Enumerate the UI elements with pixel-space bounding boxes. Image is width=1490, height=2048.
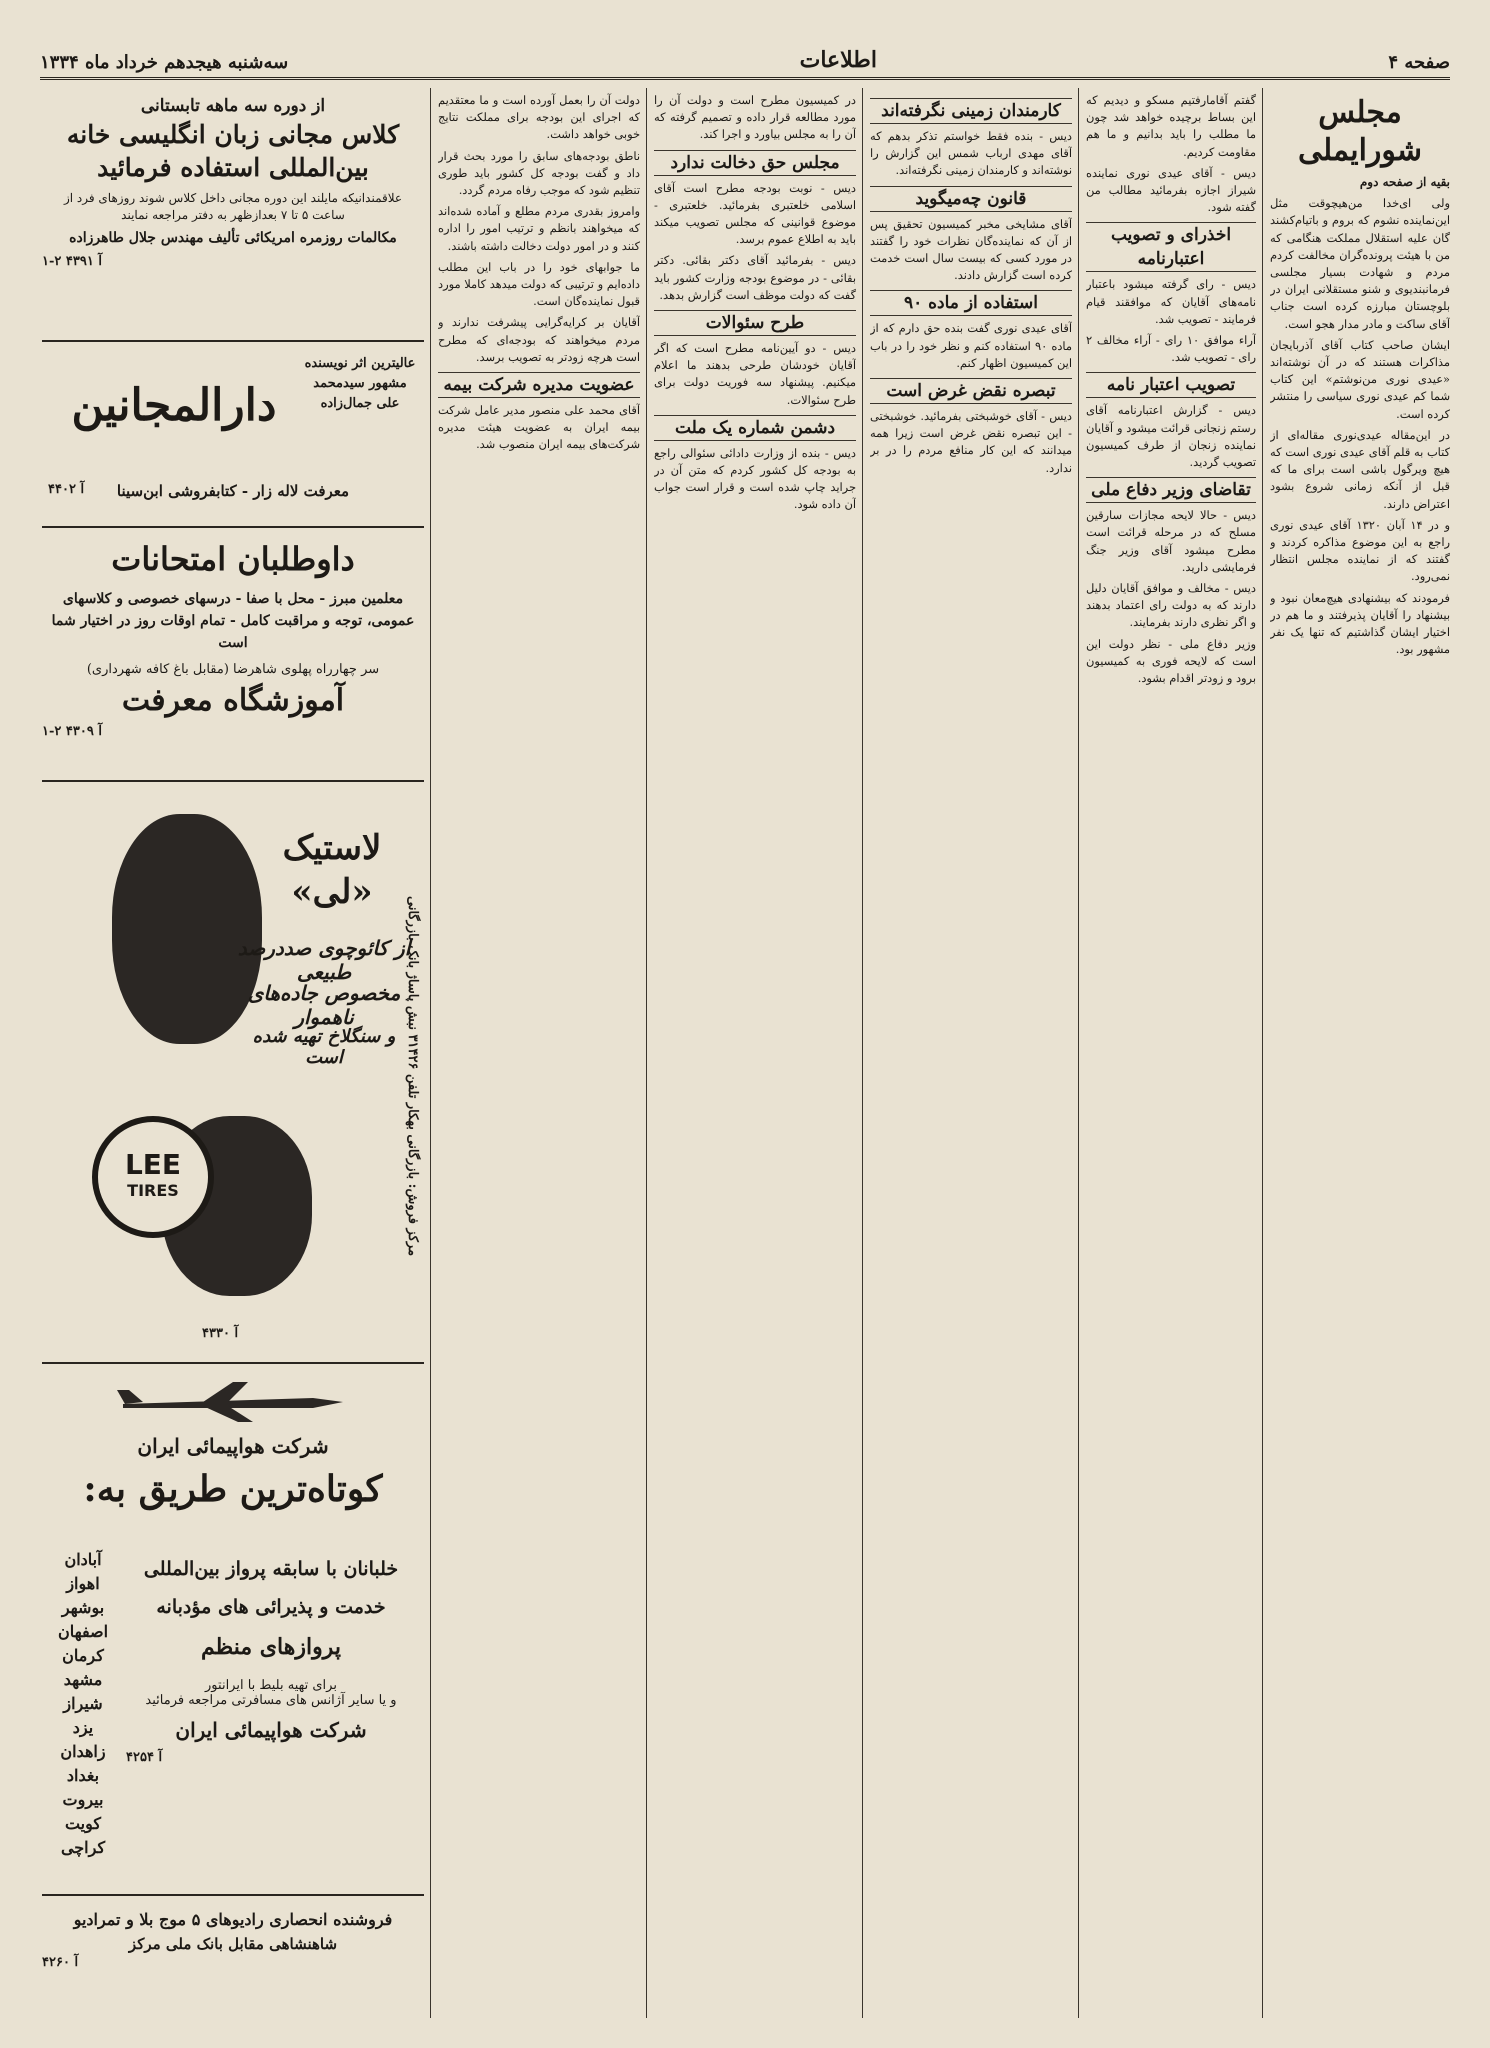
paragraph: فرمودند که بیشنهادی هیچ‌معان نبود و بیشنهاد را آقایان پذیرفتند و ما هم در اختیار ایشان گذاشتیم که تنها یک نفر مشهور بود. <box>1270 590 1450 657</box>
section-heading: قانون چه‌میگوید <box>870 186 1072 212</box>
paragraph: آراء موافق ۱۰ رای - آراء مخالف ۲ رای - تصویب شد. <box>1086 333 1256 365</box>
ad-text: شاهنشاهی مقابل بانک ملی مرکز <box>128 1935 338 1953</box>
ad-english-class <box>42 92 424 342</box>
ad-tagline: و سنگلاخ تهیه شده است <box>252 1026 396 1068</box>
paragraph: ایشان صاحب کتاب آقای آذربایجان مذاکرات هستند که در آن نوشته‌اند «عیدی نوری من‌نوشتم» این کتاب شما کم عیدی نوری سیاسی را منتشر کرده است. <box>1270 337 1450 421</box>
paragraph: وزیر دفاع ملی - نظر دولت این است که لایحه فوری به کمیسیون برود و زودتر اقدام بشود. <box>1086 636 1256 686</box>
paragraph: دیس - آقای خوشبختی بفرمائید. خوشبختی - این تبصره نقض غرض است زیرا همه میدانند که این کار منافع مردم را در بر ندارد. <box>870 409 1072 475</box>
ad-feature: خدمت و پذیرائی های مؤدبانه <box>156 1596 386 1618</box>
airplane-icon <box>113 1378 353 1424</box>
article-majlis-cont <box>1086 92 1256 2028</box>
paragraph: وامروز بقدری مردم مطلع و آماده شده‌اند که میخواهند بانظم و ترتیب امور را اداره کنند و در امور دولت دخالت داشته باشند. <box>438 204 640 253</box>
ad-code: آ ۴۲۵۴ <box>126 1750 163 1765</box>
paragraph: دولت آن را بعمل آورده است و ما معتقدیم که اجرای این بودجه برای مملکت نتایج خوبی خواهد داشت. <box>438 93 640 142</box>
ad-text: فروشنده انحصاری رادیوهای ۵ موج بلا و تمرادیو <box>73 1910 393 1929</box>
paragraph: دیس - مخالف و موافق آقایان دلیل دارند که به دولت رای اعتماد بدهند و اگر نظری دارند بفرمایند. <box>1086 581 1256 630</box>
paragraph: ما جوابهای خود را در باب این مطلب داده‌ایم و ترتیبی که دولت میدهد کاملا مورد قبول نماینده‌گان است. <box>438 259 640 309</box>
section-heading: اخذرای و تصویب اعتبارنامه <box>1086 222 1256 272</box>
section-heading: کارمندان زمینی نگرفته‌اند <box>870 98 1072 124</box>
city-item: کویت <box>64 1814 102 1833</box>
column-divider <box>862 88 863 2018</box>
section-heading: تبصره نقض غرض است <box>870 378 1072 404</box>
paragraph: آقایان بر کرایه‌گرایی پیشرفت ندارند و مردم میخواهند که بودجه‌ای که مطرح است هرچه زودتر به تصویب برسد. <box>438 315 640 364</box>
ad-code: آ ۴۲۶۰ <box>42 1955 79 1970</box>
city-item: بیروت <box>62 1790 104 1809</box>
column-divider <box>1262 88 1263 2018</box>
paragraph: دیس - بنده از وزارت دادائی سئوالی راجع به بودجه کل کشور کردم که متن آن در جراید چاپ شده است و قرار است جواب آن داده شود. <box>654 445 856 512</box>
paragraph: دیس - نوبت بودجه مطرح است آقای اسلامی خلعتبری بفرمائید. خلعتبری - موضوع قوانینی که مجلس تصویب میکند باید به اطلاع عموم برسد. <box>654 180 856 247</box>
section-heading: تقاضای وزیر دفاع ملی <box>1086 477 1256 503</box>
column-divider <box>1078 88 1079 2018</box>
ad-company-name: شرکت هواپیمائی ایران <box>175 1718 367 1742</box>
ad-side-text: عالیترین اثر نویسنده مشهور سیدمحمد علی جمال‌زاده <box>304 356 416 411</box>
lee-logo-subtext: TIRES <box>127 1181 179 1200</box>
paragraph: در کمیسیون مطرح است و دولت آن را مورد مطالعه قرار داده و تصمیم گرفته که آن را به مجلس بیاورد و اجرا کند. <box>654 93 856 142</box>
ad-text: و یا سایر آژانس های مسافرتی مراجعه فرمائید <box>145 1693 397 1708</box>
city-item: کراچی <box>60 1838 106 1857</box>
ad-subtitle: معرفت لاله زار - کتابفروشی ابن‌سینا <box>116 482 350 500</box>
paragraph: ولی ای‌خدا من‌هیچوقت مثل این‌نماینده نشوم که بروم و باتیام‌کشند گان علیه استقلال مملکت هنگامی که من با هیئت پرونده‌گران مخالفت کردم مردم و شهادت بسیار مجلسی فرمانبندیوی و شنو مستقلانی ایران در بلوچستان مبارزه کرده است جناب آقای ساکت و مادر مدار هجو است. <box>1270 196 1450 331</box>
paragraph: و در ۱۴ آبان ۱۳۲۰ آقای عیدی نوری راجع به این موضوع مذاکره کردند و گفتند که از نماینده مجلس انتظار نمی‌رود. <box>1270 517 1450 584</box>
article-headline: مجلس شورایملی <box>1297 95 1423 168</box>
section-heading: مجلس حق دخالت ندارد <box>654 150 856 176</box>
article-continued: بقیه از صفحه دوم <box>1359 175 1450 189</box>
ad-code: آ ۴۳۰۹ ۲-۱ <box>42 724 102 739</box>
ad-headline: کلاس مجانی زبان انگلیسی خانه <box>66 120 400 149</box>
lee-logo-text: LEE <box>124 1148 182 1181</box>
city-item: یزد <box>72 1718 94 1737</box>
ad-lee-tires <box>42 786 424 1364</box>
issue-date: سه‌شنبه هیجدهم خرداد ماه ۱۳۳۴ <box>40 52 289 73</box>
paragraph: آقای محمد علی منصور مدیر عامل شرکت بیمه ایران به عضویت هیئت مدیره شرکت‌های بیمه ایران منصوب شد. <box>438 403 640 452</box>
paragraph: دیس - آقای عیدی نوری نماینده شیراز اجازه بفرمائید مطالب من گفته شود. <box>1086 165 1256 215</box>
ad-text: علاقمندانیکه مایلند این دوره مجانی داخل کلاس شوند روزهای فرد از ساعت ۵ تا ۷ بعدازظهر به دفتر مراجعه نمایند <box>63 191 403 222</box>
column-divider <box>430 88 431 2018</box>
city-item: شیراز <box>63 1694 103 1713</box>
ad-headline: بین‌المللی استفاده فرمائید <box>97 153 369 182</box>
paragraph: آقای مشایخی مخبر کمیسیون تحقیق پس از آن که نماینده‌گان نظرات خود را گفتند در مورد کسی که بیست سال است خدمت کرده است گزارش دادند. <box>870 216 1072 283</box>
section-heading: دشمن شماره یک ملت <box>654 415 856 441</box>
city-item: مشهد <box>63 1670 103 1689</box>
city-item: بغداد <box>66 1766 100 1785</box>
paragraph: دیس - گزارش اعتبارنامه آقای رستم زنجانی قرائت میشود و آقایان نماینده زنجان از طرف کمیسیون تصویب گردید. <box>1086 403 1256 470</box>
ad-dar-al-majanin <box>42 346 424 528</box>
ad-code: آ ۴۳۹۱ ۲-۱ <box>42 254 102 269</box>
section-heading: عضویت مدیره شرکت بیمه <box>438 372 640 398</box>
ad-iran-airways <box>42 1368 424 1896</box>
ad-text: معلمین مبرز - محل با صفا - درسهای خصوصی و کلاسهای عمومی، توجه و مراقبت کامل - تمام اوقات روز در اختیار شما است <box>51 591 415 651</box>
paragraph: گفتم آقامارفتیم مسکو و دیدیم که این بساط برچیده خواهد شد چون ما مطلب را باید بدانیم و ما هم مقاومت کردیم. <box>1086 93 1256 159</box>
city-item: زاهدان <box>60 1742 106 1761</box>
paragraph: ناطق بودجه‌های سابق را مورد بحث قرار داد و گفت بودجه کل کشور باید طوری تنظیم شود که موجب رفاه مردم گردد. <box>438 148 640 198</box>
article-majlis-cont-2 <box>870 92 1072 2028</box>
page-number: صفحه ۴ <box>1388 52 1450 73</box>
ad-line: از دوره سه ماهه تابستانی <box>140 96 326 116</box>
ad-title: لاستیک «لی» <box>282 828 382 912</box>
section-heading: طرح سئوالات <box>654 310 856 336</box>
ad-code: آ ۴۴۰۲ <box>48 482 85 497</box>
city-item: کرمان <box>62 1646 104 1665</box>
city-item: بوشهر <box>61 1598 105 1617</box>
ad-radio <box>42 1900 424 1990</box>
ad-headline: کوتاه‌ترین طریق به: <box>83 1468 383 1510</box>
ad-feature: پروازهای منظم <box>201 1634 341 1660</box>
paragraph: در این‌مقاله عیدی‌نوری مقاله‌ای از کتاب به قلم آقای عیدی نوری است که هیچ ویرگول باشی است برای ما که قبل از آنکه زمانی شروع بشود اعتراض دارند. <box>1270 427 1450 511</box>
section-heading: استفاده از ماده ۹۰ <box>870 290 1072 316</box>
city-item: آبادان <box>64 1550 102 1569</box>
paragraph: دیس - رای گرفته میشود باعتبار نامه‌های آقایان که موافقند قیام فرمایند - تصویب شد. <box>1086 277 1256 326</box>
ad-tagline: مخصوص جاده‌های ناهموار <box>247 981 401 1029</box>
city-list <box>48 1548 118 1860</box>
paper-name: اطلاعات <box>799 47 877 73</box>
lee-logo <box>92 1116 214 1238</box>
city-item: اصفهان <box>57 1622 109 1641</box>
section-heading: تصویب اعتبار نامه <box>1086 372 1256 398</box>
masthead <box>40 40 1450 80</box>
ad-company-name: شرکت هواپیمائی ایران <box>137 1434 329 1458</box>
paragraph: دیس - دو آیین‌نامه مطرح است که اگر آقایان خودشان طرحی بدهند ما اعلام میکنیم. پیشنهاد سه فوریت دولت برای طرح سئوالات. <box>654 341 856 407</box>
ad-address: مرکز فروش: بازرگانی بهکار تلفن ۳۱۴۲۶ نبش پاساژ بانک بازرگانی <box>405 895 420 1257</box>
column-divider <box>646 88 647 2018</box>
article-majlis <box>1270 92 1450 2028</box>
article-budget-cont <box>438 92 640 2028</box>
city-item: اهواز <box>66 1574 100 1593</box>
paragraph: دیس - حالا لایحه مجازات سارقین مسلح که در مرحله قرائت است مطرح میشود آقای وزیر جنگ فرمایشی دارید. <box>1086 508 1256 574</box>
ad-address: سر چهارراه پهلوی شاهرضا (مقابل باغ کافه شهرداری) <box>86 662 380 677</box>
ad-exam-school <box>42 532 424 782</box>
feature-list <box>126 1558 416 1765</box>
ad-code: آ ۴۳۳۰ <box>202 1326 239 1341</box>
ad-text: برای تهیه بلیط با ایرانتور <box>205 1678 337 1693</box>
paragraph: دیس - بنده فقط خواستم تذکر بدهم که آقای مهدی ارباب شمس این گزارش را نوشته‌اند و کارمندان زمینی نگرفته‌اند. <box>870 129 1072 178</box>
ad-title: داوطلبان امتحانات <box>111 540 355 578</box>
ad-school-name: آموزشگاه معرفت <box>121 683 345 718</box>
article-budget <box>654 92 856 2028</box>
paragraph: دیس - بفرمائید آقای دکتر بقائی. دکتر بقائی - در موضوع بودجه وزارت کشور باید گفت که دولت موظف است گزارش بدهد. <box>654 253 856 302</box>
ad-tagline: از کائوچوی صددرصد طبیعی <box>237 936 411 984</box>
paragraph: آقای عیدی نوری گفت بنده حق دارم که از ماده ۹۰ استفاده کنم و نظر خود را در باب این کمیسیون اظهار کنم. <box>870 321 1072 370</box>
ad-text: مکالمات روزمره امریکائی تألیف مهندس جلال طاهرزاده <box>69 230 397 246</box>
ad-title: دارالمجانین <box>71 380 277 431</box>
ad-feature: خلبانان با سابقه پرواز بین‌المللی <box>143 1558 399 1580</box>
